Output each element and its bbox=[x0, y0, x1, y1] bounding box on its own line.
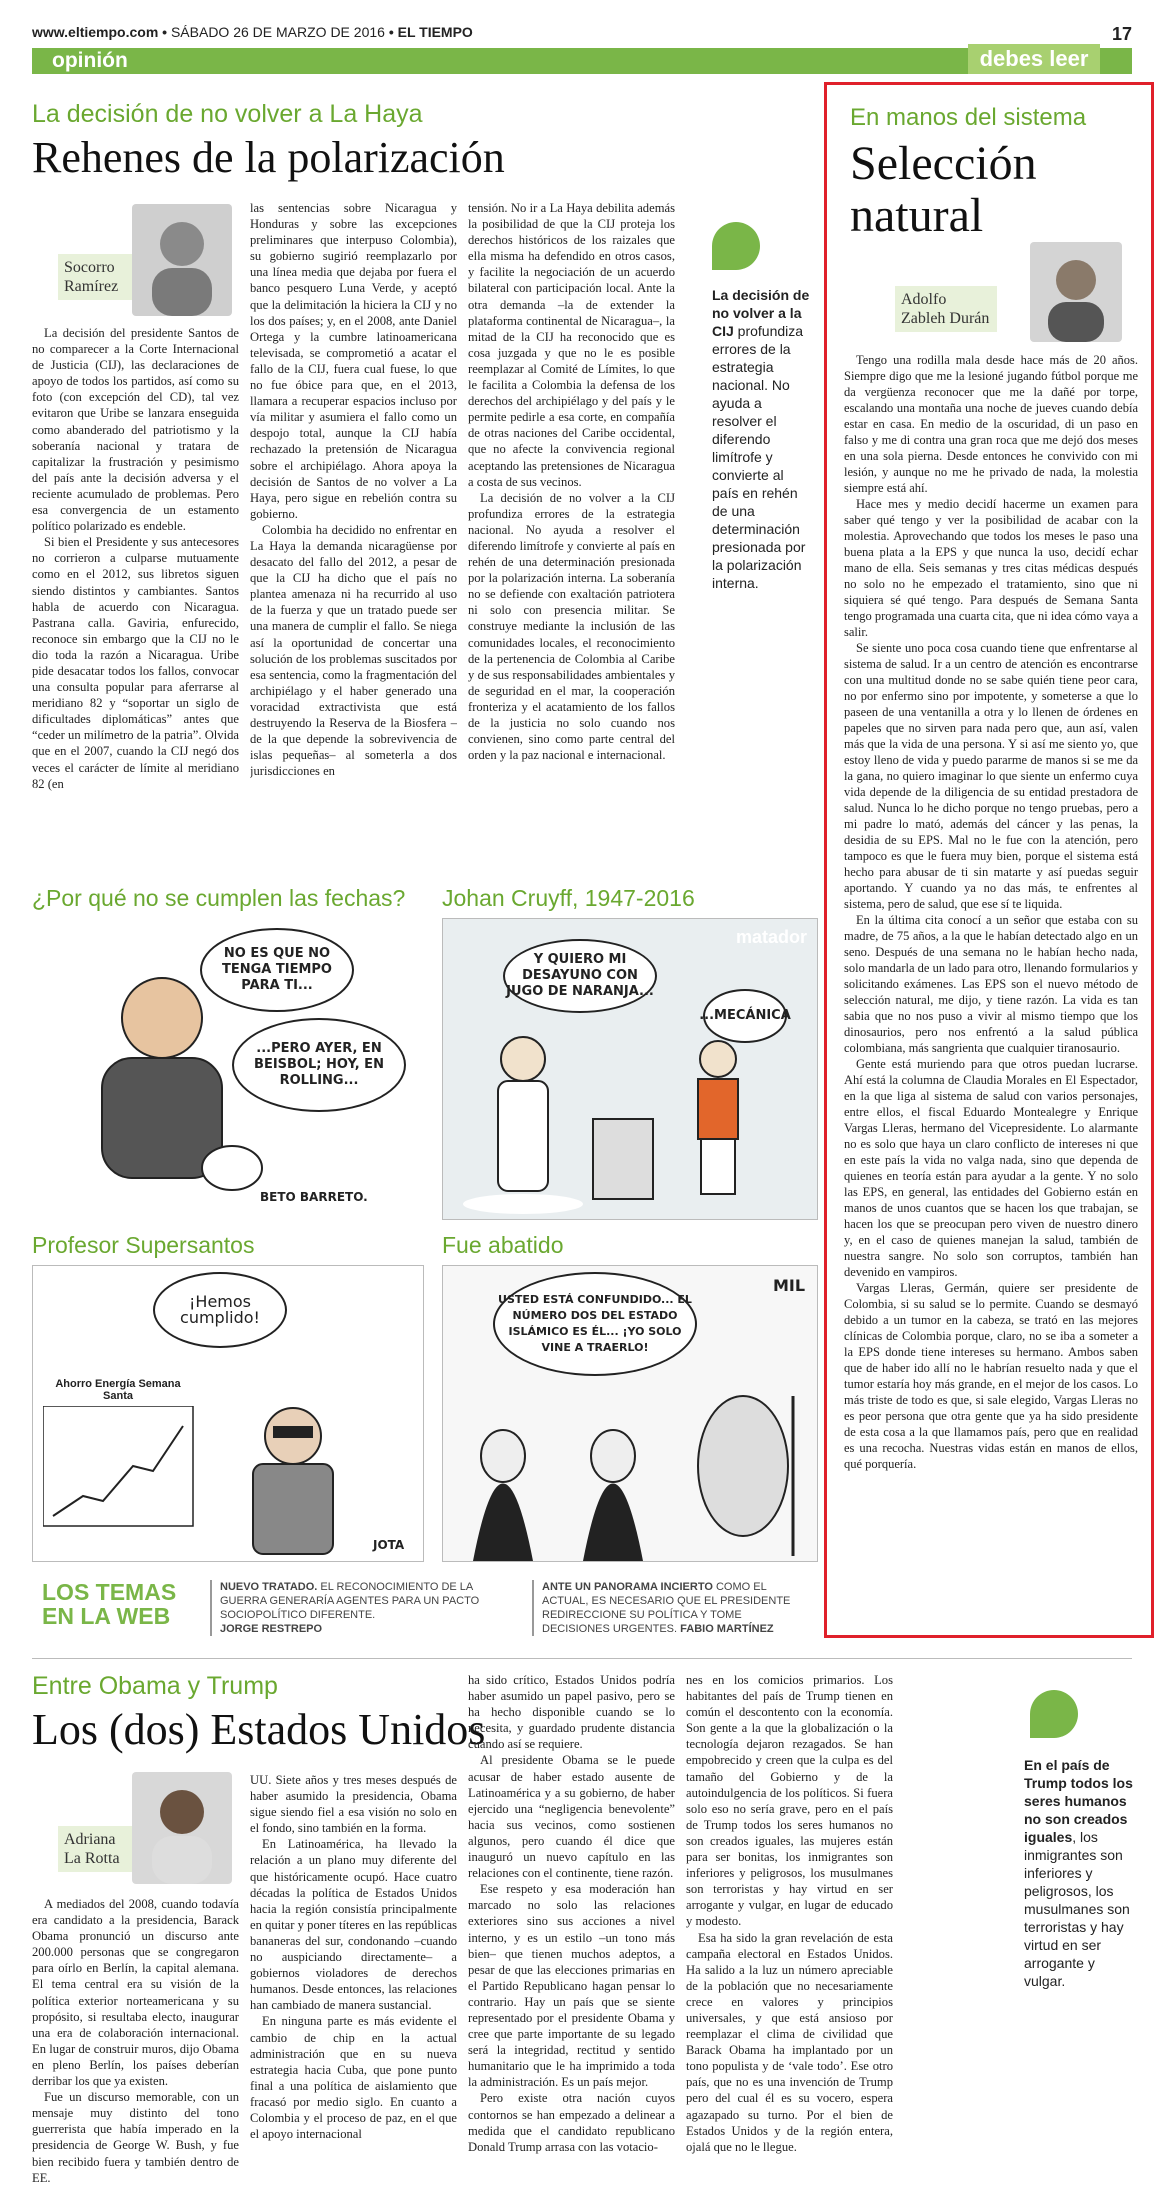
paragraph: Se siente uno poca cosa cuando tiene que enfrentarse al sistema de salud. Ir a un centro de atención es encontrarse con una multitud donde no se sabe quién tiene peor cara, no por enfermo sino por impotente, y someterse a que lo paseen de una ventanilla a otra y lo llenen de órdenes en papeles que no sirven para nada pero que, aun así, valen más que la vida de una persona. Y si así me siento yo, que estoy lleno de vida y puedo pararme de manos si se me da la gana, no quiero imaginar lo que siente un enfermo cuya vida depende de la diligencia de su entidad prestadora de salud. Nunca lo he dicho porque no tengo pruebas, pero a mi padre lo mató, además del cáncer y las penas, la desidia de su EPS. Mal no le fue con la atención, pero tampoco es que le fuera muy bien, porque el sistema está hecho para abusar de ti sin matarte y así puedas seguir aportando. Y cuando ya no das más, te enfrentes al sistema, pero de salud, que ese sí te liquida. bbox=[844, 641, 1138, 911]
cartoon1-bubble1: NO ES QUE NO TENGA TIEMPO PARA TI... bbox=[200, 928, 354, 1012]
page-header: www.eltiempo.com • SÁBADO 26 DE MARZO DE 2016 • EL TIEMPO 17 bbox=[32, 24, 1132, 44]
author-photo bbox=[132, 1772, 232, 1884]
article2-title bbox=[850, 138, 1140, 242]
cartoon2-drawing bbox=[463, 1029, 803, 1214]
tema2-author: FABIO MARTÍNEZ bbox=[680, 1623, 774, 1635]
paragraph: Tengo una rodilla mala desde hace más de 20 años. Siempre digo que me la lesioné jugando fútbol porque me da vergüenza reconocer que me la dañé por torpe, escalando una montaña una noche de jueves cuando debía estar en casa. En medio de la oscuridad, di un paso en falso y me di contra una gran roca que me dejó dos meses en una sola pierna. Desde entonces he convivido con mi lesión, y aunque no me he privado de nada, la molestia siempre está ahí. bbox=[844, 353, 1138, 495]
author-photo bbox=[1030, 242, 1122, 342]
cartoon3-drawing bbox=[43, 1406, 413, 1556]
cartoon4-drawing bbox=[443, 1366, 817, 1561]
cartoon1-title: ¿Por qué no se cumplen las fechas? bbox=[32, 885, 406, 911]
cartoon2 bbox=[442, 918, 818, 1220]
paragraph: La decisión del presidente Santos de no comparecer a la Corte Internacional de Justicia (CIJ), las declaraciones de apoyo de todos los partidos, así como su foto (con excepción del CD), tal vez evitaron que Uribe se lanzara enseguida como abanderado del patriotismo y la soberanía nacional y tratara de capitalizar la frustración y pesimismo del país ante la decisión adversa y el reciente acumulado de problemas. Pero esa convergencia de un estamento político polarizado es endeble. bbox=[32, 326, 239, 534]
article3-author: Adriana La Rotta bbox=[58, 1826, 134, 1872]
paragraph: Al presidente Obama se le puede acusar de haber estado ausente de Latinoamérica y a su gobierno, de haber ejercido una “negligencia benevolente” hacia sus vecinos, como sostienen algunos, pero cuando él dice que inauguró un nuevo capítulo en las relaciones con el continente, tiene razón. bbox=[468, 1753, 675, 1881]
article3-kicker: Entre Obama y Trump bbox=[32, 1672, 278, 1700]
article3-col1 bbox=[32, 1896, 239, 2186]
cartoon4-signature: MIL bbox=[773, 1276, 806, 1295]
paragraph: las sentencias sobre Nicaragua y Honduras y sobre las excepciones preliminares que interpuso Colombia), su gobierno sugirió reemplazarlo por una línea media que dejaba por fuera el banco pesquero Luna Verde, y aceptó que la delimitación la hiciera la CIJ y no los dos países; y, en el 2008, ante Daniel Ortega y la cumbre latinoamericana televisada, se comprometió a acatar el fallo de la CIJ, fuera cual fuese, lo que no fue óbice para que, en el 2013, llamara a recuperar espacios incluso por vía militar y asumiera el fallo como un despojo total, aunque la CIJ había rechazado la pretensión de Nicaragua sobre el archipiélago. Ahora apoya la decisión de Santos de no volver a La Haya, pero sigue en rebelión contra su gobierno. bbox=[250, 201, 457, 521]
section-bar bbox=[32, 48, 1132, 74]
quote-mark-icon bbox=[1030, 1690, 1078, 1738]
article2-kicker: En manos del sistema bbox=[850, 104, 1087, 131]
paragraph: Pero existe otra nación cuyos contornos se han empezado a delinear a medida que el candidato republicano Donald Trump arrasa con las votacio- bbox=[468, 2091, 675, 2154]
paper-name: EL TIEMPO bbox=[397, 24, 473, 40]
author-photo bbox=[132, 204, 232, 316]
paragraph: Si bien el Presidente y sus antecesores no corrieron a culparse mutuamente como en el 2012, sus libretos siguen siendo distintos y cambiantes. Santos habla de acuerdo con Nicaragua. Pastrana calla. Gaviria, enfurecido, reconoce sin embargo que la CIJ no le dio toda la razón a Nicaragua. Uribe pide desacatar todos los fallos, convocar una consulta popular para aferrarse al meridiano 82 y “soportar un siglo de dificultades diplomáticas” antes que “ceder un milímetro de la patria”. Olvida que en el 2007, cuando la CIJ negó dos veces el carácter de límite al meridiano 82 (en bbox=[32, 535, 239, 791]
tema1-text: EL RECONOCIMIENTO DE LA GUERRA GENERARÍA AGENTES PARA UN PACTO SOCIOPOLÍTICO DIFERENTE. bbox=[220, 1581, 480, 1621]
tema2[interactable] bbox=[542, 1580, 812, 1636]
article2-body bbox=[844, 352, 1138, 1628]
tema1[interactable] bbox=[220, 1580, 520, 1636]
paragraph: A mediados del 2008, cuando todavía era candidato a la presidencia, Barack Obama pronunció un discurso ante 200.000 personas que se congregaron para oírlo en Berlín, la capital alemana. El tema central era su visión de la política exterior norteamericana y su propósito, si resultaba electo, inaugurar una era de colaboración internacional. En lugar de construir muros, dijo Obama en pleno Berlín, los países deberían derribar los que ya existen. bbox=[32, 1897, 239, 2089]
cartoon2-title: Johan Cruyff, 1947-2016 bbox=[442, 885, 695, 911]
cartoon1 bbox=[32, 918, 422, 1218]
article2-title-line2: natural bbox=[850, 189, 984, 242]
paragraph: Ese respeto y esa moderación han marcado no solo las relaciones exteriores sino sus acciones a nivel interno, y es un estilo –un tono más bien– que tienen muchos adeptos, a pesar de que las elecciones primarias en el Partido Republicano hagan pensar lo contrario. Hay un país que se siente representado por el presidente Obama y cree que parte importante de su legado será la integridad, rectitud y sentido humanitario que le ha imprimido a toda la administración. Es un país mejor. bbox=[468, 1882, 675, 2090]
paragraph: La decisión de no volver a la CIJ profundiza errores de la estrategia nacional. No ayuda a resolver el diferendo limítrofe y convierte al país en rehén de una determinación presionada por la polarización interna. La soberanía no se defiende con exaltación patriotera ni solo con presencia militar. Se construye mediante la inclusión de las comunidades locales, el reconocimiento de la pertenencia de Colombia al Caribe y de sus responsabilidades ambientales y de seguridad en el mar, la cooperación fronteriza y el acatamiento de los fallos de la justicia no solo cuando nos convienen, sino como parte central del orden y la paz nacional e internacional. bbox=[468, 490, 675, 763]
cartoon4-title: Fue abatido bbox=[442, 1232, 564, 1258]
cartoon1-signature: BETO BARRETO. bbox=[260, 1190, 368, 1204]
section-label: opinión bbox=[52, 49, 128, 72]
paragraph: Colombia ha decidido no enfrentar en La Haya la demanda nicaragüense por desacato del fallo del 2012, a pesar de que la CIJ ha dicho que el país no plantea amenaza ni ha recurrido al uso de la fuerza y que un tratado puede ser una manera de cumplir el fallo. Se niega así la oportunidad de concertar una solución de los problemas suscitados por esa sentencia, como la fragmentación del archipiélago y el haber generado una voracidad extractivista que está destruyendo la Reserva de la Biosfera –de la que depende la sobrevivencia de islas pequeñas– al someterla a dos jurisdicciones en bbox=[250, 522, 457, 779]
article1-title: Rehenes de la polarización bbox=[32, 133, 505, 182]
cartoon1-drawing bbox=[52, 958, 272, 1198]
pull-quote-rest: , los inmigrantes son inferiores y peligrosos, los musulmanes son terroristas y hay virtud en ser arrogante y vulgar. bbox=[1024, 1829, 1130, 1989]
cartoon4-bubble: USTED ESTÁ CONFUNDIDO... EL NÚMERO DOS DEL ESTADO ISLÁMICO ES ÉL... ¡YO SOLO VINE A TRAERLO! bbox=[493, 1272, 697, 1376]
article1-col1 bbox=[32, 325, 239, 925]
paragraph: UU. Siete años y tres meses después de haber asumido la presidencia, Obama sigue siendo fiel a esa visión no solo en el fondo, sino también en la forma. bbox=[250, 1773, 457, 1836]
temas-label: LOS TEMAS EN LA WEB bbox=[42, 1579, 177, 1629]
issue-date: SÁBADO 26 DE MARZO DE 2016 bbox=[170, 24, 385, 40]
paragraph: En la última cita conocí a un señor que estaba con su madre, de 75 años, a la que le habían detectado algo en un seno. Después de una semana no le habían hecho nada, solo mandarla de un lado para otro, llenando formularios y solicitando exámenes. Las EPS son el nuevo método de selección natural, me dijo, y tiene razón. La vida es tan sabia que no nos puso a vivir al mismo tiempo que los dinosaurios, pero nos enfrentó a la salud pública colombiana, más sangrienta que cualquier tiranosaurio. bbox=[844, 913, 1138, 1055]
paragraph: En ninguna parte es más evidente el cambio de chip en la actual administración que en su nueva estrategia hacia Cuba, que pone punto final a una política de aislamiento que fracasó por medio siglo. En cuanto a Colombia y el proceso de paz, en el que el apoyo internacional bbox=[250, 2014, 457, 2142]
article1-pull-quote bbox=[712, 286, 812, 592]
tema1-author: JORGE RESTREPO bbox=[220, 1623, 323, 1635]
divider bbox=[210, 1580, 212, 1636]
pull-quote-bold: La decisión de no volver a la CIJ bbox=[712, 287, 810, 339]
divider bbox=[32, 1658, 1132, 1659]
quote-mark-icon bbox=[712, 222, 760, 270]
cartoon2-bubble1: Y QUIERO MI DESAYUNO CON JUGO DE NARANJA... bbox=[503, 939, 657, 1013]
article1-col2 bbox=[250, 200, 457, 925]
article2-title-line1: Selección bbox=[850, 137, 1037, 190]
paragraph: En Latinoamérica, ha llevado la relación a un plano muy diferente del que históricamente ocupó. Hace cuatro décadas la política de Estados Unidos hacia la región consistía principalmente en quitar y poner títeres en las repúblicas bananeras del sur, condonando –cuando no auspiciando directamente– a gobiernos violadores de derechos humanos. Desde entonces, las relaciones han cambiado de manera sustancial. bbox=[250, 1837, 457, 2013]
cartoon3-title: Profesor Supersantos bbox=[32, 1232, 255, 1258]
page-number: 17 bbox=[1111, 24, 1132, 44]
paragraph: Fue un discurso memorable, con un mensaje muy distinto del tono guerrerista que había imperado en la presidencia de George W. Bush, y fue bien recibido fuera y también dentro de EE. bbox=[32, 2090, 239, 2185]
paragraph: Hace mes y medio decidí hacerme un examen para saber qué tengo y ver la posibilidad de acabar con la molestia. Aprovechando que todos los meses le paso una buena plata a la EPS y que nunca la uso, decidí echar mano de ella. Seis semanas y tres citas médicas después no solo no he empezado el tratamiento, sino que ni siquiera sé qué tengo. Para después de Semana Santa tengo programada una cuarta cita, que ni idea cómo vaya a salir. bbox=[844, 497, 1138, 639]
pull-quote-bold: En el país de Trump todos los seres humanos no son creados iguales bbox=[1024, 1757, 1133, 1845]
article3-pull-quote bbox=[1024, 1756, 1134, 1990]
cartoon4 bbox=[442, 1265, 818, 1562]
tema2-bold: ANTE UN PANORAMA INCIERTO bbox=[542, 1581, 713, 1593]
paragraph: Gente está muriendo para que otros puedan lucrarse. Ahí está la columna de Claudia Morales en El Espectador, en la que liga al sistema de salud con varios personajes, entre ellos, el fiscal Eduardo Montealegre y Enrique Vargas Lleras, hermano del Vicepresidente. Lo alarmante no es solo que haya un claro conflicto de intereses ni que en este país la vida no valga nada, sino que dependa de quienes en teoría están para ayudar a la gente. Y no solo las EPS, en general, las entidades del Gobierno están en manos de unos cuantos que se hacen los que trabajan, se hacen los que se preocupan pero viven de nuestro dinero y, en el caso de quienes manejan la salud, también de nuestra sangre. No solo son corruptos, también han devenido en vampiros. bbox=[844, 1057, 1138, 1279]
article3-col4 bbox=[686, 1672, 893, 2186]
pull-quote-rest: profundiza errores de la estrategia nacional. No ayuda a resolver el diferendo limítrofe y convierte al país en rehén de una determinación presionada por la polarización interna. bbox=[712, 323, 806, 591]
cartoon3-signature: JOTA bbox=[373, 1538, 405, 1552]
article3-col2 bbox=[250, 1772, 457, 2186]
cartoon3-chart-label: Ahorro Energía Semana Santa bbox=[55, 1378, 181, 1402]
cartoon2-bubble2: ...MECÁNICA bbox=[703, 989, 787, 1043]
paragraph: Esa ha sido la gran revelación de esta campaña electoral en Estados Unidos. Ha salido a la luz un número apreciable de la población que no necesariamente crece en valores y principios universales, y que está ansioso por reemplazar el clima de civilidad que Barack Obama ha implantado por un tono populista y de ‘vale todo’. Ese otro país, que no es una invención de Trump pero del cual él es su vocero, espera agazapado su turno. Por el bien de Estados Unidos y de la región entera, ojalá que no le llegue. bbox=[686, 1930, 893, 2154]
cartoon2-brand: matador bbox=[735, 927, 807, 947]
tema2-text: COMO EL ACTUAL, ES NECESARIO QUE EL PRESIDENTE REDIRECCIONE SU POLÍTICA Y TOME DECISIONES URGENTES. bbox=[542, 1581, 791, 1635]
article3-title: Los (dos) Estados Unidos bbox=[32, 1705, 486, 1754]
paragraph: Vargas Lleras, Germán, quiere ser presidente de Colombia, si su salud se lo permite. Cuando se desmayó debido a un tumor en la cabeza, se trató en las mejores clínicas de Colombia porque, claro, no se iba a someter a la EPS donde tiene intereses su hermano. Ambos saben que de haber ido allí no le habrían resuelto nada y que el tumor estaría hoy más grande, en el mejor de los casos. Lo más triste de todo es que, si sale elegido, Vargas Lleras no es peor persona que otra gente que ya ha sido presidente de esta cosa a la que llamamos país, pero que en realidad es una recocha. Nuestras vidas están en manos de ellos, qué porquería. bbox=[844, 1281, 1138, 1471]
cartoon3-bubble: ¡Hemos cumplido! bbox=[153, 1272, 287, 1348]
paragraph: nes en los comicios primarios. Los habitantes del país de Trump tienen en común el descontento con la economía. Son gente a la que la globalización o la tecnología dejaron rezagados. Se han empobrecido y creen que la culpa es del tamaño del Gobierno y de la autoindulgencia de los políticos. Si fuera solo eso no sería grave, pero en el país de Trump todos los seres humanos no son creados iguales, las mujeres están para ser bonitas, los inmigrantes son inferiores y peligrosos, los musulmanes son terroristas y hay virtud en ser arrogante y vulgar, en lugar de educado y modesto. bbox=[686, 1673, 893, 1929]
tema1-bold: NUEVO TRATADO. bbox=[220, 1581, 318, 1593]
site-url[interactable]: www.eltiempo.com bbox=[32, 24, 159, 40]
article3-col3 bbox=[468, 1672, 675, 2186]
cartoon3 bbox=[32, 1265, 424, 1562]
article1-author: Socorro Ramírez bbox=[58, 254, 134, 300]
paragraph: ha sido crítico, Estados Unidos podría haber asumido un papel pasivo, pero se ha hecho disponible cuando se lo necesita, y guardado prudente distancia cuando así se requiere. bbox=[468, 1673, 675, 1752]
article2-author: Adolfo Zableh Durán bbox=[895, 286, 997, 332]
paragraph: tensión. No ir a La Haya debilita además la posibilidad de que la CIJ proteja los derechos históricos de los raizales que ella misma ha defendido en otros casos, y facilite la negociación de un acuerdo bilateral con participación local. Ante la otra demanda –la de extender la plataforma continental de Nicaragua–, la mitad de la CIJ ha reconocido que es cosa juzgada y que no le es posible reemplazar al Comité de Límites, lo que le facilita a Colombia la defensa de los derechos del archipiélago y del país y le permite pedirle a esa corte, en compañía de otras naciones del Caribe occidental, que no afecte la convivencia regional aceptando las pretensiones de Nicaragua a costa de sus vecinos. bbox=[468, 201, 675, 489]
debes-leer-tab: debes leer bbox=[968, 44, 1100, 74]
article1-col3 bbox=[468, 200, 675, 925]
temas-en-la-web bbox=[32, 1580, 812, 1642]
divider bbox=[532, 1580, 534, 1636]
cartoon1-bubble2: ...PERO AYER, EN BEISBOL; HOY, EN ROLLING... bbox=[232, 1018, 406, 1112]
article1-kicker: La decisión de no volver a La Haya bbox=[32, 100, 423, 128]
